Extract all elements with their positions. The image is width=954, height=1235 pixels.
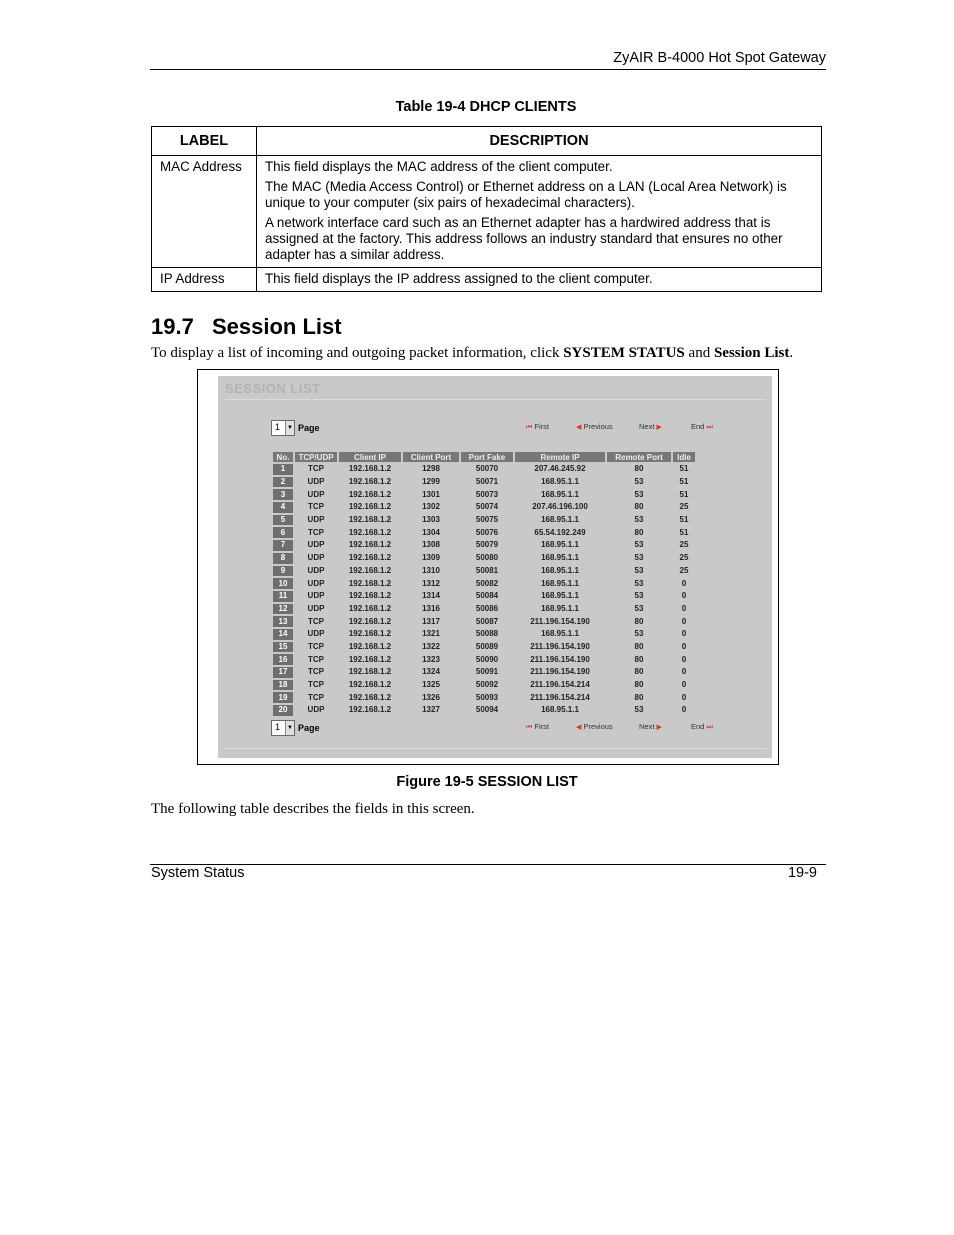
session-column-header: TCP/UDP bbox=[295, 452, 337, 462]
table-row bbox=[152, 268, 822, 292]
session-cell: 14 bbox=[273, 629, 293, 640]
previous-link[interactable] bbox=[576, 722, 613, 731]
session-cell: 19 bbox=[273, 692, 293, 703]
session-cell: 211.196.154.190 bbox=[515, 667, 605, 678]
page-label: Page bbox=[298, 423, 320, 433]
session-cell: 0 bbox=[673, 578, 695, 589]
chevron-down-icon: ▼ bbox=[285, 721, 294, 735]
session-cell: 80 bbox=[607, 616, 671, 627]
session-cell: 53 bbox=[607, 477, 671, 488]
session-cell: 13 bbox=[273, 616, 293, 627]
next-icon: ▶ bbox=[656, 724, 662, 731]
session-cell: TCP bbox=[295, 680, 337, 691]
page-select[interactable] bbox=[271, 420, 295, 436]
session-cell: 1302 bbox=[403, 502, 459, 513]
session-cell: 53 bbox=[607, 515, 671, 526]
session-cell: TCP bbox=[295, 667, 337, 678]
session-cell: 53 bbox=[607, 604, 671, 615]
intro-text: . bbox=[789, 345, 794, 361]
chevron-down-icon: ▼ bbox=[285, 421, 294, 435]
session-cell: 0 bbox=[673, 680, 695, 691]
session-cell: 51 bbox=[673, 515, 695, 526]
session-cell: 50093 bbox=[461, 692, 513, 703]
session-cell: 50076 bbox=[461, 527, 513, 538]
session-cell: 192.168.1.2 bbox=[339, 553, 401, 564]
session-cell: UDP bbox=[295, 553, 337, 564]
row-description bbox=[257, 268, 822, 292]
session-cell: 211.196.154.190 bbox=[515, 642, 605, 653]
session-cell: TCP bbox=[295, 464, 337, 475]
footer-rule bbox=[150, 864, 826, 865]
session-cell: UDP bbox=[295, 591, 337, 602]
session-cell: 1323 bbox=[403, 654, 459, 665]
session-cell: 0 bbox=[673, 654, 695, 665]
session-cell: 1312 bbox=[403, 578, 459, 589]
intro-paragraph bbox=[151, 345, 793, 362]
session-cell: 168.95.1.1 bbox=[515, 489, 605, 500]
session-cell: 192.168.1.2 bbox=[339, 667, 401, 678]
session-cell: 192.168.1.2 bbox=[339, 527, 401, 538]
session-cell: 65.54.192.249 bbox=[515, 527, 605, 538]
session-cell: 1321 bbox=[403, 629, 459, 640]
session-cell: 53 bbox=[607, 566, 671, 577]
session-cell: 1309 bbox=[403, 553, 459, 564]
session-table bbox=[271, 450, 697, 718]
session-cell: 1308 bbox=[403, 540, 459, 551]
session-cell: 192.168.1.2 bbox=[339, 540, 401, 551]
session-cell: 192.168.1.2 bbox=[339, 591, 401, 602]
section-number: 19.7 bbox=[151, 314, 194, 339]
session-cell: 211.196.154.190 bbox=[515, 654, 605, 665]
session-cell: 192.168.1.2 bbox=[339, 642, 401, 653]
end-icon: ⏭ bbox=[706, 424, 713, 431]
next-link[interactable] bbox=[639, 722, 662, 731]
session-cell: 192.168.1.2 bbox=[339, 566, 401, 577]
session-cell: TCP bbox=[295, 502, 337, 513]
session-cell: 192.168.1.2 bbox=[339, 680, 401, 691]
previous-label: Previous bbox=[583, 422, 613, 431]
session-cell: 50084 bbox=[461, 591, 513, 602]
column-header-description: DESCRIPTION bbox=[257, 127, 822, 156]
session-cell: 50080 bbox=[461, 553, 513, 564]
session-cell: 192.168.1.2 bbox=[339, 616, 401, 627]
session-cell: 0 bbox=[673, 705, 695, 716]
session-cell: 25 bbox=[673, 553, 695, 564]
session-cell: UDP bbox=[295, 578, 337, 589]
footer-page-number: 19-9 bbox=[787, 865, 817, 881]
session-cell: 50073 bbox=[461, 489, 513, 500]
end-link[interactable] bbox=[691, 422, 713, 432]
session-column-header: Client Port bbox=[403, 452, 459, 462]
session-column-header: No. bbox=[273, 452, 293, 462]
footer-chapter: System Status bbox=[151, 865, 245, 881]
column-header-label: LABEL bbox=[152, 127, 257, 156]
session-cell: 168.95.1.1 bbox=[515, 591, 605, 602]
session-cell: 168.95.1.1 bbox=[515, 629, 605, 640]
pager-bottom bbox=[271, 720, 721, 736]
session-cell: 3 bbox=[273, 489, 293, 500]
session-cell: 50092 bbox=[461, 680, 513, 691]
session-cell: 50082 bbox=[461, 578, 513, 589]
session-cell: 1314 bbox=[403, 591, 459, 602]
session-cell: 1326 bbox=[403, 692, 459, 703]
table-row bbox=[273, 642, 695, 653]
divider bbox=[224, 399, 766, 400]
session-cell: UDP bbox=[295, 566, 337, 577]
session-cell: 25 bbox=[673, 540, 695, 551]
session-cell: 0 bbox=[673, 642, 695, 653]
description-paragraph: A network interface card such as an Ethernet adapter has a hardwired address that is assigned at the factory. This address follows an industry standard that ensures no other adapter has a similar address. bbox=[265, 215, 783, 262]
session-cell: 50086 bbox=[461, 604, 513, 615]
session-cell: 192.168.1.2 bbox=[339, 489, 401, 500]
table-row bbox=[273, 566, 695, 577]
session-cell: 25 bbox=[673, 566, 695, 577]
session-cell: 50070 bbox=[461, 464, 513, 475]
session-cell: 51 bbox=[673, 477, 695, 488]
session-cell: 50091 bbox=[461, 667, 513, 678]
session-cell: TCP bbox=[295, 527, 337, 538]
session-cell: 1327 bbox=[403, 705, 459, 716]
session-cell: 53 bbox=[607, 591, 671, 602]
intro-menu-name: Session List bbox=[713, 345, 790, 361]
row-label: IP Address bbox=[152, 268, 257, 292]
session-cell: TCP bbox=[295, 616, 337, 627]
first-icon: ⏮ bbox=[526, 424, 533, 431]
session-cell: 20 bbox=[273, 705, 293, 716]
session-cell: 168.95.1.1 bbox=[515, 515, 605, 526]
session-cell: TCP bbox=[295, 654, 337, 665]
session-cell: UDP bbox=[295, 629, 337, 640]
next-label: Next bbox=[639, 722, 655, 731]
session-cell: 80 bbox=[607, 464, 671, 475]
figure-caption: Figure 19-5 SESSION LIST bbox=[396, 774, 578, 790]
next-icon: ▶ bbox=[656, 424, 662, 431]
session-cell: 50081 bbox=[461, 566, 513, 577]
table-row bbox=[273, 667, 695, 678]
session-cell: 50071 bbox=[461, 477, 513, 488]
session-cell: 192.168.1.2 bbox=[339, 502, 401, 513]
end-link[interactable] bbox=[691, 722, 713, 732]
session-cell: 211.196.154.214 bbox=[515, 680, 605, 691]
session-cell: 80 bbox=[607, 680, 671, 691]
session-cell: 50087 bbox=[461, 616, 513, 627]
session-column-header: Remote Port bbox=[607, 452, 671, 462]
session-cell: 53 bbox=[607, 629, 671, 640]
table-row bbox=[273, 680, 695, 691]
end-icon: ⏭ bbox=[706, 724, 713, 731]
table-row bbox=[273, 578, 695, 589]
session-cell: 12 bbox=[273, 604, 293, 615]
session-cell: 1299 bbox=[403, 477, 459, 488]
previous-label: Previous bbox=[583, 722, 613, 731]
table-row bbox=[273, 527, 695, 538]
session-cell: UDP bbox=[295, 604, 337, 615]
session-cell: 192.168.1.2 bbox=[339, 477, 401, 488]
first-label: First bbox=[534, 722, 549, 731]
divider bbox=[224, 748, 766, 749]
first-link[interactable] bbox=[526, 722, 549, 732]
table-row bbox=[273, 489, 695, 500]
end-label: End bbox=[691, 422, 705, 431]
next-label: Next bbox=[639, 422, 655, 431]
session-cell: 50090 bbox=[461, 654, 513, 665]
session-column-header: Idle bbox=[673, 452, 695, 462]
body-paragraph: The following table describes the fields in this screen. bbox=[151, 801, 475, 817]
session-cell: 1324 bbox=[403, 667, 459, 678]
session-cell: 211.196.154.190 bbox=[515, 616, 605, 627]
first-link[interactable] bbox=[526, 422, 549, 432]
session-cell: 80 bbox=[607, 667, 671, 678]
session-cell: 10 bbox=[273, 578, 293, 589]
session-cell: 1322 bbox=[403, 642, 459, 653]
session-cell: 11 bbox=[273, 591, 293, 602]
session-cell: 18 bbox=[273, 680, 293, 691]
table-row bbox=[273, 629, 695, 640]
table-row bbox=[273, 515, 695, 526]
session-cell: 51 bbox=[673, 489, 695, 500]
description-paragraph: This field displays the MAC address of the client computer. bbox=[265, 159, 613, 174]
session-cell: 16 bbox=[273, 654, 293, 665]
intro-text: To display a list of incoming and outgoing packet information, click bbox=[151, 345, 564, 361]
session-cell: UDP bbox=[295, 705, 337, 716]
session-list-screen bbox=[218, 376, 772, 758]
table-row bbox=[273, 553, 695, 564]
session-cell: 1316 bbox=[403, 604, 459, 615]
session-cell: 50079 bbox=[461, 540, 513, 551]
first-label: First bbox=[534, 422, 549, 431]
session-cell: 0 bbox=[673, 591, 695, 602]
next-link[interactable] bbox=[639, 422, 662, 431]
header-rule bbox=[150, 69, 826, 70]
session-cell: 51 bbox=[673, 464, 695, 475]
session-cell: 1303 bbox=[403, 515, 459, 526]
session-cell: 192.168.1.2 bbox=[339, 692, 401, 703]
running-header-title: ZyAIR B-4000 Hot Spot Gateway bbox=[613, 50, 826, 66]
page-select[interactable] bbox=[271, 720, 295, 736]
session-cell: 1298 bbox=[403, 464, 459, 475]
session-cell: 0 bbox=[673, 616, 695, 627]
session-cell: 53 bbox=[607, 489, 671, 500]
session-cell: TCP bbox=[295, 692, 337, 703]
session-cell: 17 bbox=[273, 667, 293, 678]
session-cell: 80 bbox=[607, 527, 671, 538]
table-row bbox=[273, 654, 695, 665]
table-row bbox=[273, 464, 695, 475]
session-cell: 6 bbox=[273, 527, 293, 538]
table-caption: Table 19-4 DHCP CLIENTS bbox=[395, 99, 577, 115]
session-cell: 1317 bbox=[403, 616, 459, 627]
table-row bbox=[273, 604, 695, 615]
session-list-figure bbox=[197, 369, 779, 765]
session-cell: 8 bbox=[273, 553, 293, 564]
session-cell: 0 bbox=[673, 692, 695, 703]
session-column-header: Port Fake bbox=[461, 452, 513, 462]
previous-icon: ◀ bbox=[576, 424, 582, 431]
session-cell: 50075 bbox=[461, 515, 513, 526]
session-cell: 0 bbox=[673, 667, 695, 678]
session-cell: 9 bbox=[273, 566, 293, 577]
session-cell: 50088 bbox=[461, 629, 513, 640]
session-cell: 51 bbox=[673, 527, 695, 538]
session-cell: 1 bbox=[273, 464, 293, 475]
table-row bbox=[273, 705, 695, 716]
session-cell: 15 bbox=[273, 642, 293, 653]
session-cell: 53 bbox=[607, 705, 671, 716]
session-cell: 5 bbox=[273, 515, 293, 526]
table-row bbox=[273, 502, 695, 513]
session-cell: 2 bbox=[273, 477, 293, 488]
session-cell: 192.168.1.2 bbox=[339, 515, 401, 526]
session-cell: 192.168.1.2 bbox=[339, 604, 401, 615]
session-cell: 1310 bbox=[403, 566, 459, 577]
end-label: End bbox=[691, 722, 705, 731]
session-cell: UDP bbox=[295, 489, 337, 500]
session-cell: 50074 bbox=[461, 502, 513, 513]
session-cell: 211.196.154.214 bbox=[515, 692, 605, 703]
session-cell: 168.95.1.1 bbox=[515, 705, 605, 716]
page-select-value: 1 bbox=[275, 722, 281, 732]
session-cell: 25 bbox=[673, 502, 695, 513]
pager-top bbox=[271, 420, 721, 436]
session-cell: 0 bbox=[673, 604, 695, 615]
dhcp-clients-table bbox=[151, 126, 822, 292]
intro-menu-name: SYSTEM STATUS bbox=[563, 345, 685, 361]
session-cell: 53 bbox=[607, 553, 671, 564]
intro-text: and bbox=[684, 345, 714, 361]
session-cell: 1325 bbox=[403, 680, 459, 691]
first-icon: ⏮ bbox=[526, 724, 533, 731]
session-cell: 168.95.1.1 bbox=[515, 566, 605, 577]
session-cell: 168.95.1.1 bbox=[515, 477, 605, 488]
table-row bbox=[273, 591, 695, 602]
previous-link[interactable] bbox=[576, 422, 613, 431]
session-cell: TCP bbox=[295, 642, 337, 653]
table-row bbox=[273, 616, 695, 627]
session-column-header: Client IP bbox=[339, 452, 401, 462]
session-column-header: Remote IP bbox=[515, 452, 605, 462]
session-cell: 7 bbox=[273, 540, 293, 551]
session-cell: 53 bbox=[607, 540, 671, 551]
session-cell: 80 bbox=[607, 642, 671, 653]
row-description bbox=[257, 156, 822, 268]
session-cell: UDP bbox=[295, 515, 337, 526]
session-cell: 168.95.1.1 bbox=[515, 540, 605, 551]
description-paragraph: The MAC (Media Access Control) or Ethernet address on a LAN (Local Area Network) is unique to your computer (six pairs of hexadecimal characters). bbox=[265, 179, 787, 210]
session-cell: 192.168.1.2 bbox=[339, 705, 401, 716]
page-label: Page bbox=[298, 723, 320, 733]
session-cell: 50089 bbox=[461, 642, 513, 653]
session-cell: 53 bbox=[607, 578, 671, 589]
session-cell: 192.168.1.2 bbox=[339, 654, 401, 665]
session-cell: 192.168.1.2 bbox=[339, 629, 401, 640]
session-cell: 50094 bbox=[461, 705, 513, 716]
session-cell: 168.95.1.1 bbox=[515, 553, 605, 564]
session-cell: 168.95.1.1 bbox=[515, 604, 605, 615]
session-cell: 1301 bbox=[403, 489, 459, 500]
session-cell: 4 bbox=[273, 502, 293, 513]
previous-icon: ◀ bbox=[576, 724, 582, 731]
session-cell: 207.46.245.92 bbox=[515, 464, 605, 475]
section-heading bbox=[151, 314, 342, 340]
section-title: Session List bbox=[212, 314, 342, 339]
session-cell: UDP bbox=[295, 540, 337, 551]
session-cell: 80 bbox=[607, 502, 671, 513]
session-cell: 1304 bbox=[403, 527, 459, 538]
session-cell: 0 bbox=[673, 629, 695, 640]
table-row bbox=[273, 540, 695, 551]
row-label: MAC Address bbox=[152, 156, 257, 268]
session-cell: 192.168.1.2 bbox=[339, 578, 401, 589]
table-row bbox=[273, 477, 695, 488]
session-cell: UDP bbox=[295, 477, 337, 488]
session-cell: 80 bbox=[607, 654, 671, 665]
session-cell: 80 bbox=[607, 692, 671, 703]
session-cell: 207.46.196.100 bbox=[515, 502, 605, 513]
table-row bbox=[273, 692, 695, 703]
description-paragraph: This field displays the IP address assigned to the client computer. bbox=[265, 271, 653, 286]
session-cell: 168.95.1.1 bbox=[515, 578, 605, 589]
session-cell: 192.168.1.2 bbox=[339, 464, 401, 475]
table-row bbox=[152, 156, 822, 268]
screen-title: SESSION LIST bbox=[225, 381, 321, 396]
page-select-value: 1 bbox=[275, 422, 281, 432]
